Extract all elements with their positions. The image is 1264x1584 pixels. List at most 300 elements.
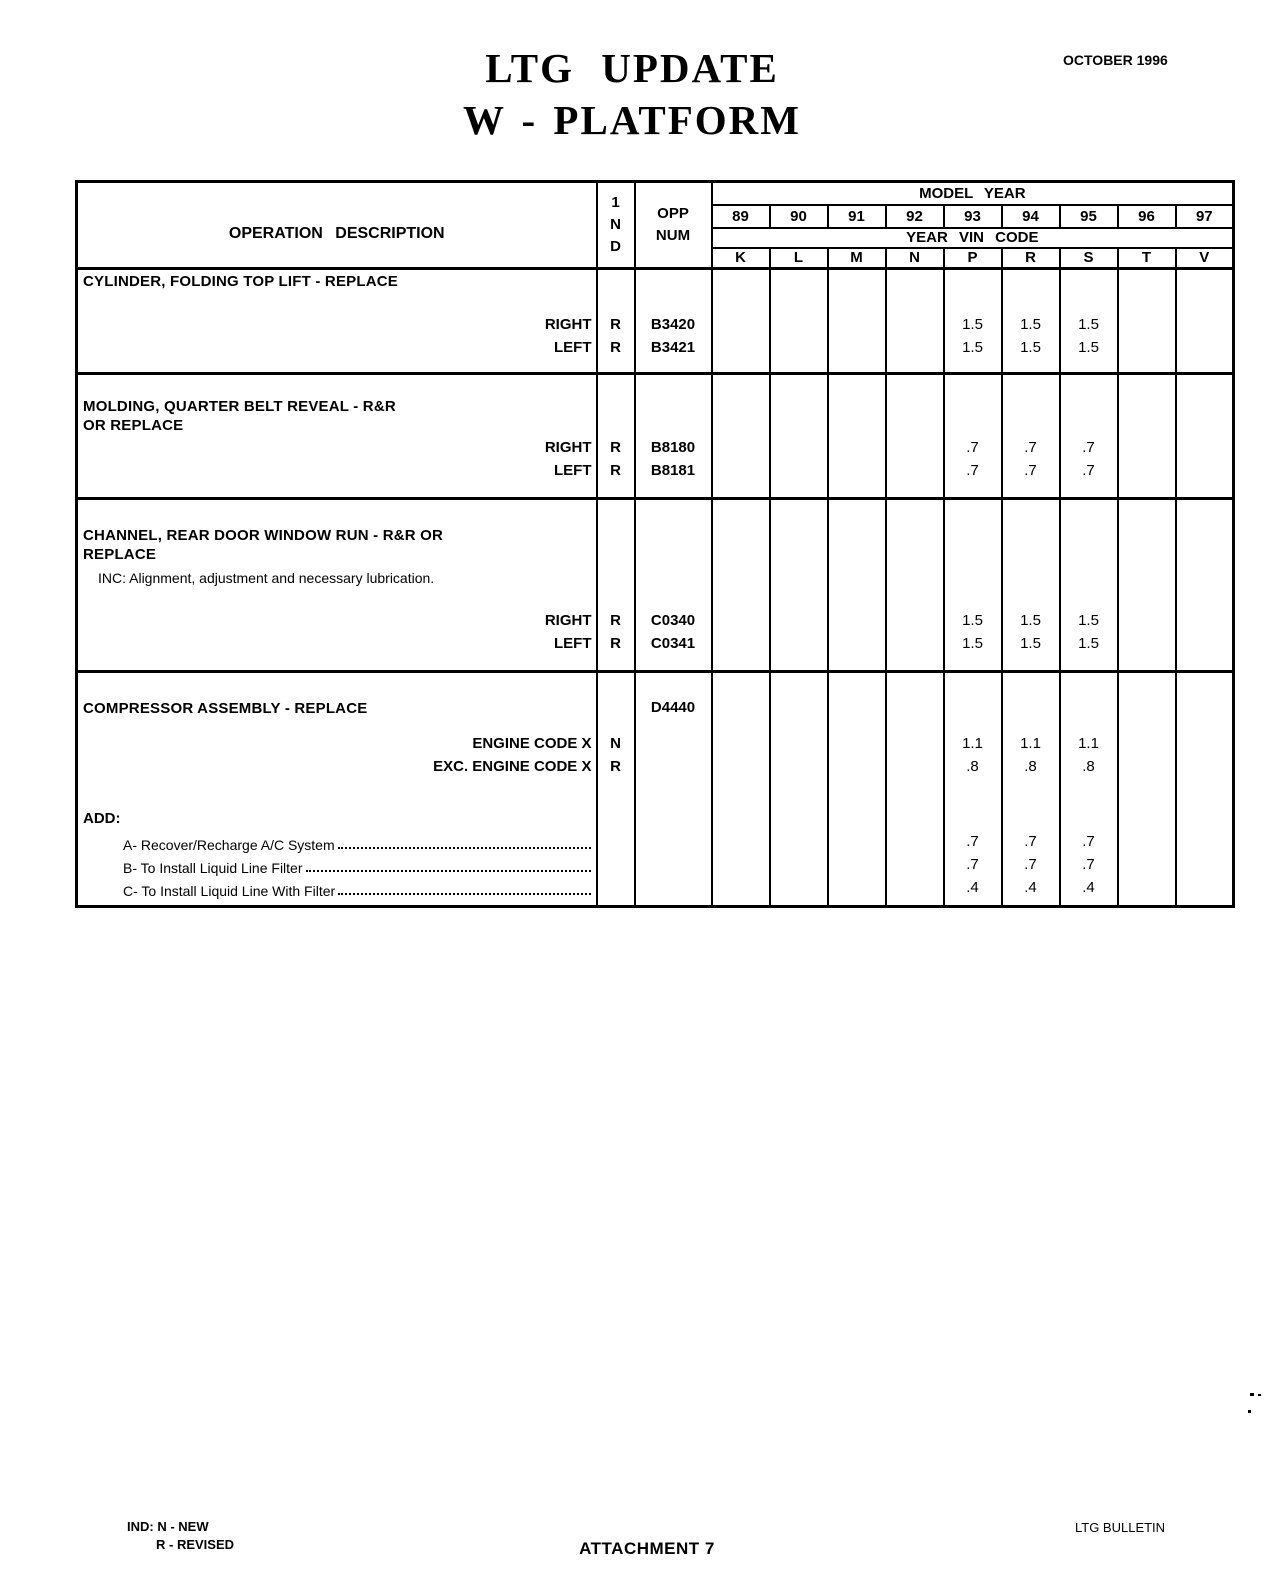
opp-num-cell	[635, 374, 712, 436]
empty-cell	[886, 359, 944, 374]
hours-cell	[886, 830, 944, 853]
hours-cell	[1060, 499, 1118, 609]
scan-speck	[1258, 1394, 1261, 1396]
empty-cell	[77, 359, 597, 374]
empty-cell	[828, 359, 886, 374]
hours-cell: .7	[944, 459, 1002, 482]
ind-cell: R	[597, 313, 635, 336]
hours-cell	[828, 732, 886, 755]
year-header-cell: 92	[886, 205, 944, 228]
empty-cell	[944, 778, 1002, 806]
hours-cell: .7	[944, 853, 1002, 876]
hours-cell	[828, 336, 886, 359]
ind-cell	[597, 876, 635, 899]
section-description-cell	[77, 672, 597, 732]
table-row	[77, 374, 1234, 436]
hours-cell: .7	[944, 436, 1002, 459]
hours-cell	[770, 672, 828, 732]
hours-cell: 1.5	[944, 336, 1002, 359]
hours-cell	[1118, 374, 1176, 436]
hours-cell	[1002, 499, 1060, 609]
vin-code-cell: R	[1002, 248, 1060, 269]
row-label-cell: LEFT	[554, 338, 592, 356]
hours-cell	[1176, 374, 1234, 436]
hours-cell	[1118, 459, 1176, 482]
ind-cell	[597, 672, 635, 732]
opp-num-cell	[635, 755, 712, 778]
empty-cell	[77, 899, 597, 907]
hours-cell	[1176, 632, 1234, 655]
row-label-cell: LEFT	[554, 634, 592, 652]
year-header-cell: 91	[828, 205, 886, 228]
hours-cell	[1118, 269, 1176, 313]
hours-cell: .7	[944, 830, 1002, 853]
empty-cell	[635, 655, 712, 672]
add-item-label: B- To Install Liquid Line Filter	[123, 859, 303, 876]
opp-num-header	[635, 182, 712, 269]
hours-cell	[944, 672, 1002, 732]
empty-cell	[1002, 482, 1060, 499]
opp-num-cell	[635, 732, 712, 755]
hours-cell	[886, 755, 944, 778]
empty-cell	[1118, 655, 1176, 672]
empty-cell	[886, 899, 944, 907]
table-row	[77, 182, 1234, 205]
vin-code-cell: M	[828, 248, 886, 269]
hours-cell: 1.5	[944, 313, 1002, 336]
empty-cell	[712, 655, 770, 672]
table-row	[77, 876, 1234, 899]
hours-cell: .7	[1060, 459, 1118, 482]
hours-cell	[1118, 806, 1176, 830]
empty-cell	[1002, 359, 1060, 374]
year-header-cell: 89	[712, 205, 770, 228]
section-title-line: OR REPLACE	[83, 417, 184, 434]
ind-column-header	[597, 182, 635, 269]
hours-cell	[1118, 755, 1176, 778]
section-description-cell	[77, 269, 597, 313]
table-row	[77, 499, 1234, 609]
empty-cell	[770, 899, 828, 907]
hours-cell	[1002, 806, 1060, 830]
empty-cell	[597, 482, 635, 499]
empty-cell	[886, 482, 944, 499]
hours-cell	[1060, 269, 1118, 313]
empty-cell	[1118, 482, 1176, 499]
hours-cell	[828, 313, 886, 336]
empty-cell	[1118, 778, 1176, 806]
empty-cell	[1060, 482, 1118, 499]
hours-cell	[770, 632, 828, 655]
empty-cell	[712, 778, 770, 806]
hours-cell	[712, 806, 770, 830]
hours-cell	[886, 806, 944, 830]
empty-cell	[1002, 778, 1060, 806]
hours-cell	[886, 336, 944, 359]
attachment-label: ATTACHMENT 7	[579, 1539, 715, 1558]
table-row	[77, 336, 1234, 359]
table-row	[77, 609, 1234, 632]
hours-cell	[712, 459, 770, 482]
empty-cell	[712, 899, 770, 907]
hours-cell	[1176, 732, 1234, 755]
hours-cell: .7	[1060, 436, 1118, 459]
title-line-1: LTG UPDATE	[485, 45, 779, 91]
dot-leader	[306, 870, 591, 872]
empty-cell	[886, 655, 944, 672]
table-row	[77, 732, 1234, 755]
empty-cell	[1060, 778, 1118, 806]
hours-cell	[944, 374, 1002, 436]
empty-cell	[77, 655, 597, 672]
hours-cell	[770, 313, 828, 336]
hours-cell	[770, 459, 828, 482]
empty-cell	[1060, 359, 1118, 374]
table-row	[77, 482, 1234, 499]
hours-cell	[828, 459, 886, 482]
vin-code-cell: T	[1118, 248, 1176, 269]
row-label-cell: LEFT	[554, 461, 592, 479]
hours-cell: 1.1	[1060, 732, 1118, 755]
empty-cell	[635, 778, 712, 806]
empty-cell	[1176, 655, 1234, 672]
vin-code-cell: L	[770, 248, 828, 269]
hours-cell	[712, 672, 770, 732]
hours-cell	[1118, 830, 1176, 853]
empty-cell	[1060, 899, 1118, 907]
empty-cell	[597, 359, 635, 374]
hours-cell	[712, 632, 770, 655]
opp-num-cell	[635, 499, 712, 609]
hours-cell: 1.5	[1060, 336, 1118, 359]
empty-cell	[1002, 899, 1060, 907]
empty-cell	[597, 778, 635, 806]
hours-cell	[886, 672, 944, 732]
opp-num-cell: B3421	[635, 336, 712, 359]
ind-cell	[597, 830, 635, 853]
hours-cell	[770, 336, 828, 359]
hours-cell	[828, 830, 886, 853]
hours-cell	[886, 436, 944, 459]
hours-cell	[828, 632, 886, 655]
hours-cell	[1176, 672, 1234, 732]
hours-cell: 1.5	[1060, 609, 1118, 632]
hours-cell	[828, 436, 886, 459]
hours-cell	[1002, 374, 1060, 436]
hours-cell	[1176, 609, 1234, 632]
ind-header-letter: 1	[611, 194, 620, 211]
opp-num-cell: C0340	[635, 609, 712, 632]
hours-cell: .7	[1002, 830, 1060, 853]
hours-cell	[886, 374, 944, 436]
table-row	[77, 459, 1234, 482]
ind-cell: R	[597, 436, 635, 459]
ind-legend-line1: IND: N - NEW	[127, 1519, 209, 1534]
hours-cell	[1002, 269, 1060, 313]
empty-cell	[635, 359, 712, 374]
table-row	[77, 899, 1234, 907]
ind-header-letter: D	[610, 238, 621, 255]
hours-cell	[828, 755, 886, 778]
ind-cell	[597, 269, 635, 313]
hours-cell	[770, 732, 828, 755]
opp-num-cell	[635, 269, 712, 313]
opp-num-cell	[635, 853, 712, 876]
add-item-label: C- To Install Liquid Line With Filter	[123, 882, 336, 899]
vin-code-cell: N	[886, 248, 944, 269]
year-header-cell: 93	[944, 205, 1002, 228]
hours-cell: .7	[1002, 436, 1060, 459]
hours-cell	[1118, 732, 1176, 755]
vin-code-header: YEAR VIN CODE	[712, 228, 1234, 248]
year-header-cell: 96	[1118, 205, 1176, 228]
hours-cell	[944, 499, 1002, 609]
table-row	[77, 632, 1234, 655]
empty-cell	[944, 482, 1002, 499]
row-label-cell: RIGHT	[544, 438, 592, 456]
hours-cell: .8	[1060, 755, 1118, 778]
hours-cell	[886, 499, 944, 609]
hours-cell	[1118, 853, 1176, 876]
hours-cell	[886, 853, 944, 876]
hours-cell: 1.5	[1060, 313, 1118, 336]
add-item-cell	[77, 830, 597, 853]
empty-cell	[1176, 778, 1234, 806]
year-header-cell: 95	[1060, 205, 1118, 228]
empty-cell	[712, 482, 770, 499]
hours-cell	[886, 609, 944, 632]
table-row	[77, 269, 1234, 313]
table-row	[77, 655, 1234, 672]
hours-cell	[886, 876, 944, 899]
hours-cell	[828, 806, 886, 830]
inc-note: INC: Alignment, adjustment and necessary lubrication.	[98, 570, 435, 586]
hours-cell	[1176, 499, 1234, 609]
hours-cell	[1176, 755, 1234, 778]
opp-header-line: NUM	[655, 227, 691, 244]
table-row	[77, 359, 1234, 374]
hours-cell	[1176, 436, 1234, 459]
add-item-cell	[77, 876, 597, 899]
vin-code-cell: S	[1060, 248, 1118, 269]
ind-cell	[597, 806, 635, 830]
empty-cell	[828, 655, 886, 672]
opp-num-cell: D4440	[635, 672, 712, 732]
ind-cell	[597, 853, 635, 876]
section-title-line: MOLDING, QUARTER BELT REVEAL - R&R	[83, 398, 396, 415]
opp-num-cell	[635, 830, 712, 853]
section-description-cell	[77, 374, 597, 436]
dot-leader	[338, 893, 590, 895]
hours-cell	[770, 830, 828, 853]
ind-cell	[597, 374, 635, 436]
hours-cell	[1176, 313, 1234, 336]
empty-cell	[1118, 359, 1176, 374]
add-header-cell: ADD:	[83, 809, 121, 827]
row-label-cell: EXC. ENGINE CODE X	[433, 757, 592, 775]
hours-cell	[1176, 269, 1234, 313]
hours-cell	[712, 755, 770, 778]
hours-cell	[712, 269, 770, 313]
hours-cell	[1118, 336, 1176, 359]
hours-cell	[1118, 876, 1176, 899]
labor-time-table	[75, 180, 1235, 908]
section-title-line: CYLINDER, FOLDING TOP LIFT - REPLACE	[83, 273, 398, 290]
hours-cell: 1.5	[1002, 609, 1060, 632]
table-row	[77, 672, 1234, 732]
scan-speck	[1250, 1393, 1254, 1396]
table-row	[77, 313, 1234, 336]
hours-cell	[1176, 853, 1234, 876]
section-description-cell	[77, 499, 597, 609]
table-row	[77, 436, 1234, 459]
ind-cell: R	[597, 632, 635, 655]
hours-cell	[1176, 459, 1234, 482]
table-row	[77, 853, 1234, 876]
row-label-cell: ENGINE CODE X	[472, 734, 592, 752]
ind-cell	[597, 499, 635, 609]
hours-cell: .4	[944, 876, 1002, 899]
hours-cell	[1002, 672, 1060, 732]
empty-cell	[770, 482, 828, 499]
document-date: OCTOBER 1996	[1063, 52, 1168, 68]
empty-cell	[712, 359, 770, 374]
empty-cell	[1118, 899, 1176, 907]
hours-cell: 1.5	[1002, 336, 1060, 359]
hours-cell	[828, 853, 886, 876]
hours-cell	[712, 313, 770, 336]
year-header-cell: 90	[770, 205, 828, 228]
empty-cell	[597, 899, 635, 907]
hours-cell	[828, 876, 886, 899]
empty-cell	[1176, 482, 1234, 499]
hours-cell	[770, 876, 828, 899]
hours-cell	[886, 269, 944, 313]
hours-cell	[1176, 336, 1234, 359]
empty-cell	[77, 778, 597, 806]
section-title-line: CHANNEL, REAR DOOR WINDOW RUN - R&R OR	[83, 527, 444, 544]
hours-cell	[770, 853, 828, 876]
hours-cell	[712, 876, 770, 899]
hours-cell	[1060, 374, 1118, 436]
hours-cell	[712, 374, 770, 436]
hours-cell	[886, 459, 944, 482]
hours-cell	[770, 269, 828, 313]
hours-cell	[886, 632, 944, 655]
empty-cell	[770, 655, 828, 672]
hours-cell	[828, 672, 886, 732]
empty-cell	[944, 899, 1002, 907]
empty-cell	[770, 359, 828, 374]
ind-cell: R	[597, 459, 635, 482]
empty-cell	[828, 899, 886, 907]
hours-cell: .4	[1060, 876, 1118, 899]
hours-cell: .7	[1002, 459, 1060, 482]
hours-cell: .7	[1060, 853, 1118, 876]
empty-cell	[597, 655, 635, 672]
hours-cell	[1176, 876, 1234, 899]
table-row	[77, 806, 1234, 830]
hours-cell	[712, 436, 770, 459]
hours-cell	[1118, 672, 1176, 732]
section-title-line: REPLACE	[83, 546, 157, 563]
hours-cell	[886, 732, 944, 755]
hours-cell: .7	[1002, 853, 1060, 876]
vin-code-cell: P	[944, 248, 1002, 269]
section-title-line: COMPRESSOR ASSEMBLY - REPLACE	[83, 700, 368, 717]
opp-num-cell	[635, 806, 712, 830]
row-label-cell: RIGHT	[544, 611, 592, 629]
hours-cell	[886, 313, 944, 336]
empty-cell	[1176, 899, 1234, 907]
empty-cell	[886, 778, 944, 806]
empty-cell	[944, 655, 1002, 672]
ind-header-letter: N	[610, 216, 621, 233]
hours-cell	[1176, 806, 1234, 830]
hours-cell	[1176, 830, 1234, 853]
hours-cell	[770, 609, 828, 632]
hours-cell	[770, 374, 828, 436]
hours-cell	[770, 436, 828, 459]
hours-cell	[770, 806, 828, 830]
opp-header-line: OPP	[657, 205, 689, 222]
year-header-cell: 97	[1176, 205, 1234, 228]
empty-cell	[944, 359, 1002, 374]
hours-cell	[1060, 672, 1118, 732]
hours-cell	[944, 806, 1002, 830]
hours-cell: .8	[1002, 755, 1060, 778]
empty-cell	[1176, 359, 1234, 374]
hours-cell	[828, 609, 886, 632]
opp-num-cell: B3420	[635, 313, 712, 336]
hours-cell	[828, 374, 886, 436]
add-item-label: A- Recover/Recharge A/C System	[123, 836, 335, 853]
title-line-2: W - PLATFORM	[463, 97, 801, 143]
hours-cell	[1118, 436, 1176, 459]
hours-cell	[770, 499, 828, 609]
model-year-header: MODEL YEAR	[712, 182, 1234, 205]
hours-cell: .7	[1060, 830, 1118, 853]
table-row	[77, 755, 1234, 778]
hours-cell: 1.5	[944, 609, 1002, 632]
opp-num-cell	[635, 876, 712, 899]
hours-cell	[712, 499, 770, 609]
hours-cell	[828, 499, 886, 609]
hours-cell: .4	[1002, 876, 1060, 899]
hours-cell: 1.5	[1002, 632, 1060, 655]
table-row	[77, 830, 1234, 853]
ind-cell: R	[597, 609, 635, 632]
hours-cell: 1.1	[1002, 732, 1060, 755]
hours-cell: 1.5	[1060, 632, 1118, 655]
vin-code-cell: K	[712, 248, 770, 269]
opp-num-cell: C0341	[635, 632, 712, 655]
hours-cell: 1.5	[944, 632, 1002, 655]
ind-cell: N	[597, 732, 635, 755]
opp-num-cell: B8181	[635, 459, 712, 482]
year-header-cell: 94	[1002, 205, 1060, 228]
ind-cell: R	[597, 336, 635, 359]
hours-cell	[1118, 609, 1176, 632]
empty-cell	[1002, 655, 1060, 672]
hours-cell: 1.5	[1002, 313, 1060, 336]
hours-cell	[712, 336, 770, 359]
ind-cell: R	[597, 755, 635, 778]
dot-leader	[338, 847, 591, 849]
hours-cell	[712, 853, 770, 876]
ind-legend-line2: R - REVISED	[156, 1537, 235, 1552]
hours-cell	[1118, 313, 1176, 336]
